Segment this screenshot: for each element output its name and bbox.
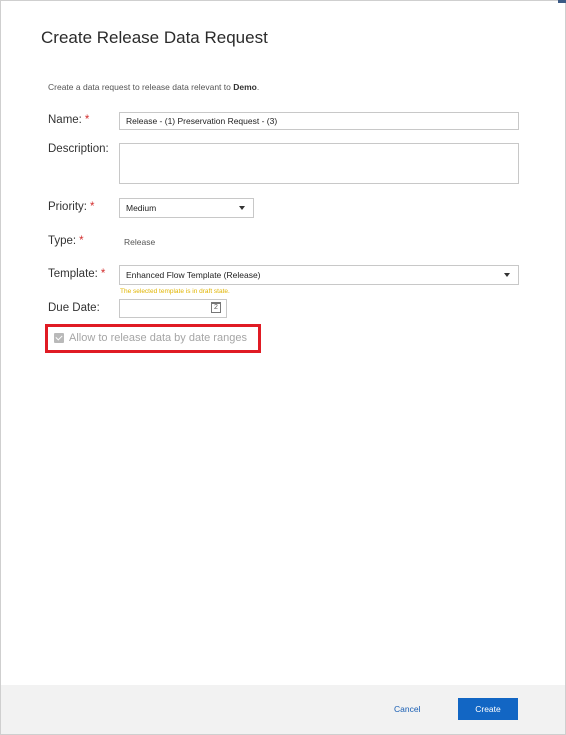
name-label [48,114,89,126]
intro-text [48,82,259,92]
type-label-text: Type: [48,235,77,247]
required-marker: * [84,114,90,126]
checkbox-checked-icon[interactable] [54,333,64,343]
allow-date-ranges-label: Allow to release data by date ranges [69,332,247,344]
due-date-input[interactable] [119,299,227,318]
due-date-label: Due Date: [48,302,100,314]
template-value: Enhanced Flow Template (Release) [126,270,261,280]
name-label-text: Name: [48,114,82,126]
name-input[interactable] [119,112,519,130]
calendar-icon[interactable]: 2 [211,303,221,313]
type-label [48,235,84,247]
required-marker: * [79,235,84,247]
priority-label-text: Priority: [48,201,87,213]
intro-suffix: . [256,82,260,92]
priority-select[interactable] [119,198,254,218]
name-input-value: Release - (1) Preservation Request - (3) [126,116,278,126]
priority-label [48,201,94,213]
template-warning: The selected template is in draft state. [120,288,230,295]
description-label: Description: [48,143,109,155]
cancel-button[interactable]: Cancel [394,704,421,714]
priority-value: Medium [126,203,157,213]
allow-date-ranges-option[interactable] [54,332,247,344]
template-label-text: Template: [48,268,98,280]
type-value: Release [124,237,156,247]
window-corner-accent [558,0,566,3]
template-select[interactable] [119,265,519,285]
chevron-down-icon [239,206,245,210]
dialog-title: Create Release Data Request [41,28,268,47]
dialog-footer [1,685,565,734]
required-marker: * [100,268,106,280]
intro-prefix: Create a data request to release data relevant to [48,82,234,92]
template-label [48,268,105,280]
description-textarea[interactable] [119,143,519,184]
create-button[interactable]: Create [458,698,518,720]
required-marker: * [89,201,95,213]
chevron-down-icon [504,273,510,277]
intro-target: Demo [233,82,257,92]
